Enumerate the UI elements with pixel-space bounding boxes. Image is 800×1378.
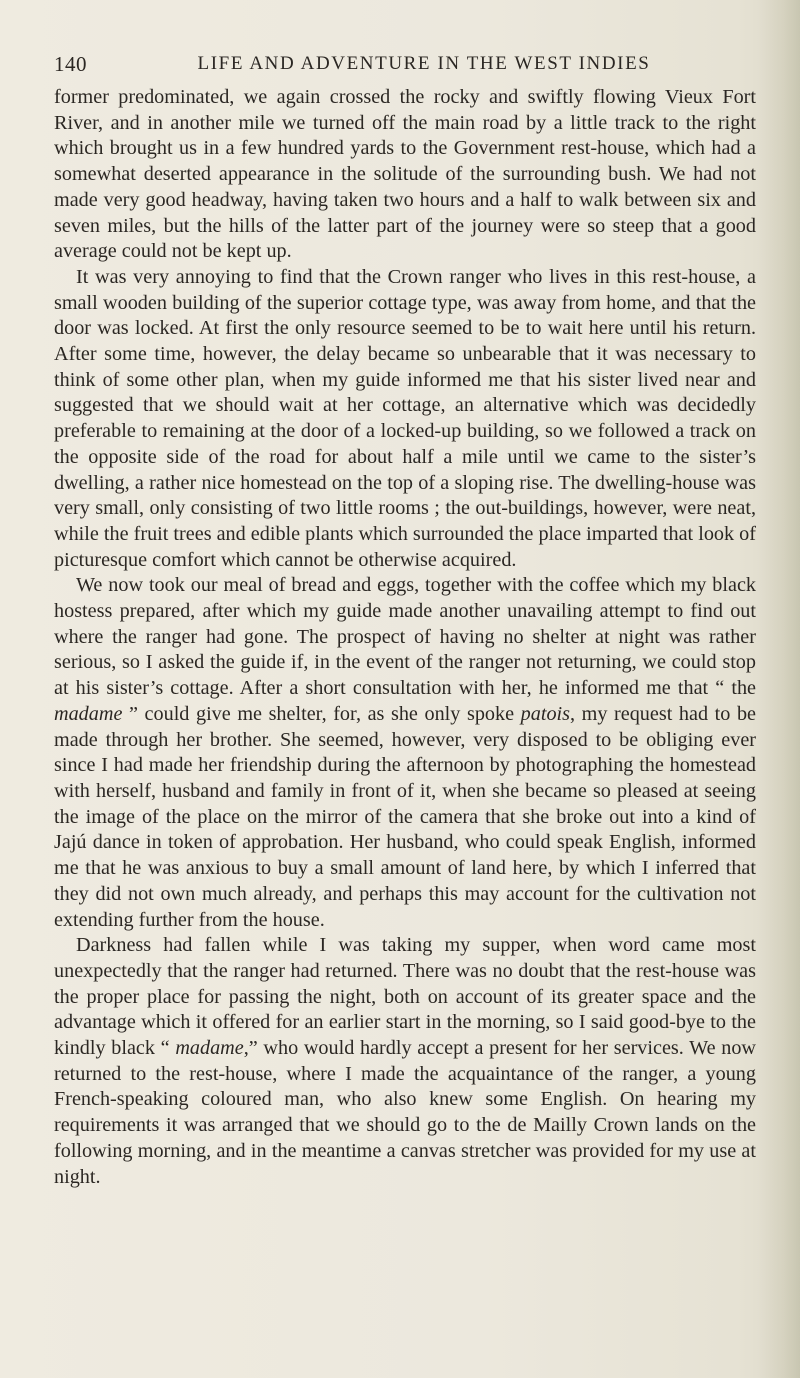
paragraph: Darkness had fallen while I was taking my supper, when word came most unexpectedly that the ranger had returned. There was no doubt that the rest-house was the proper place for passing the night, both on account of its greater space and the advantage which it offered for an earlier start in the morning, so I said good-bye to the kindly black “ madame,” who would hardly accept a present for her services. We now returned to the rest-house, where I made the acquaintance of the ranger, a young French-speaking coloured man, who also knew some English. On hearing my requirements it was arranged that we should go to the de Mailly Crown lands on the following morning, and in the meantime a canvas stretcher was provided for my use at night.	[54, 934, 756, 1188]
page-number: 140	[54, 52, 87, 76]
paragraph: former predominated, we again crossed the rocky and swiftly flowing Vieux Fort River, and in another mile we turned off the main road by a little track to the right which brought us in a few hundred yards to the Government rest-house, which had a somewhat deserted appearance in the solitude of the surrounding bush. We had not made very good headway, having taken two hours and a half to walk between six and seven miles, but the hills of the latter part of the journey were so steep that a good average could not be kept up.	[54, 86, 756, 263]
page-header	[54, 52, 754, 82]
paragraph: It was very annoying to find that the Crown ranger who lives in this rest-house, a small wooden building of the superior cottage type, was away from home, and that the door was locked. At first the only resource seemed to be to wait here until his return. After some time, however, the delay became so unbearable that it was necessary to think of some other plan, when my guide informed me that his sister lived near and suggested that we should wait at her cottage, an alternative which was decidedly preferable to remaining at the door of a locked-up building, so we followed a track on the opposite side of the road for about half a mile until we came to the sister’s dwelling, a rather nice homestead on the top of a sloping rise. The dwelling-house was very small, only consisting of two little rooms ; the out-buildings, however, were neat, while the fruit trees and edible plants which surrounded the place imparted that look of picturesque comfort which cannot be otherwise acquired.	[54, 265, 756, 571]
running-title: LIFE AND ADVENTURE IN THE WEST INDIES	[197, 53, 651, 74]
page-edge-shading	[758, 0, 800, 1378]
body-text	[54, 85, 756, 1190]
paragraph: We now took our meal of bread and eggs, together with the coffee which my black hostess prepared, after which my guide made another unavailing attempt to find out where the ranger had gone. The prospect of having no shelter at night was rather serious, so I asked the guide if, in the event of the ranger not returning, we could stop at his sister’s cottage. After a short consultation with her, he informed me that “ the madame ” could give me shelter, for, as she only spoke patois, my request had to be made through her brother. She seemed, however, very disposed to be obliging ever since I had made her friendship during the afternoon by photographing the homestead with herself, husband and family in front of it, when she became so pleased at seeing the image of the place on the mirror of the camera that she broke out into a kind of Jajú dance in token of approbation. Her husband, who could speak English, informed me that he was anxious to buy a small amount of land here, by which I inferred that they did not own much already, and perhaps this may account for the cultivation not extending further from the house.	[54, 574, 756, 931]
